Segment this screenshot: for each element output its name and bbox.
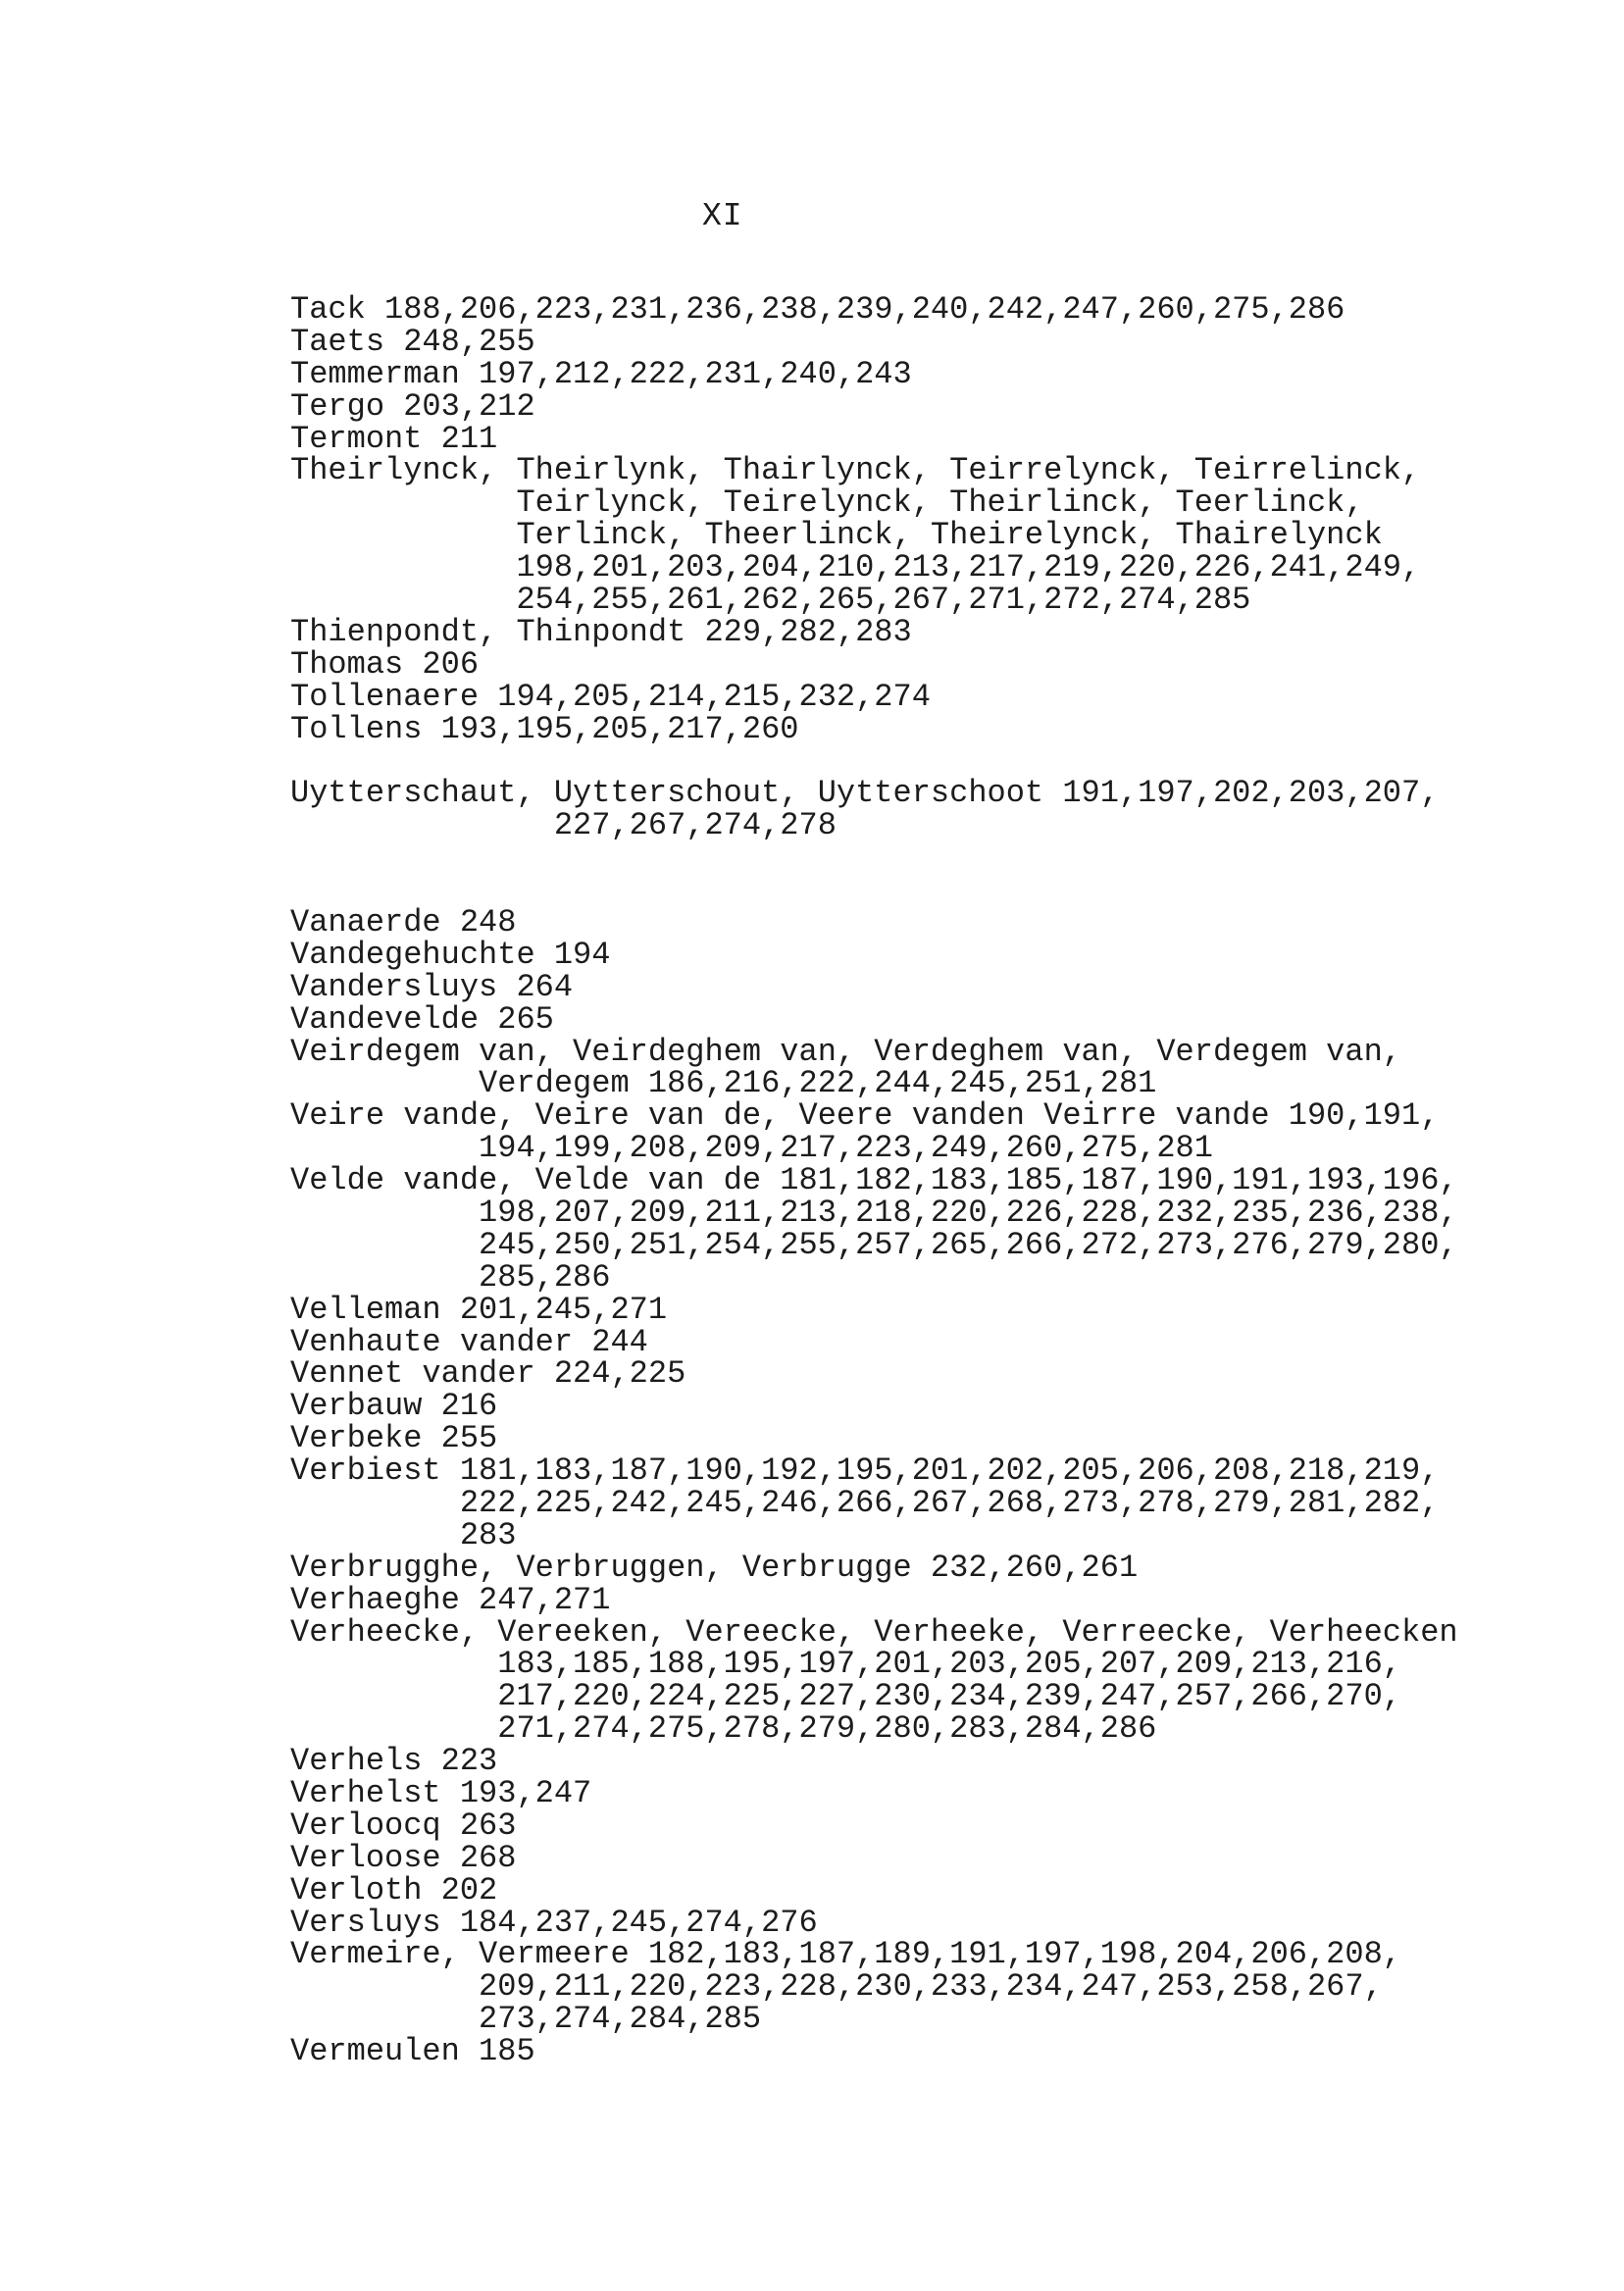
entry-line: Vanaerde 248 — [290, 903, 517, 941]
entry-line: Verbrugghe, Verbruggen, Verbrugge 232,260,261 — [290, 1549, 1139, 1586]
index-entry — [290, 1000, 1546, 1038]
index-entry — [290, 903, 1546, 941]
index-entry — [290, 775, 1546, 844]
index-entry — [290, 1549, 1546, 1586]
entry-line: Veire vande, Veire van de, Veere vanden Veirre vande 190,191, — [290, 1097, 1440, 1135]
entry-line: Vandersluys 264 — [290, 968, 574, 1005]
index-entry — [290, 1420, 1546, 1457]
entry-line: Uytterschaut, Uytterschout, Uytterschoot 191,197,202,203,207, — [290, 775, 1440, 812]
entry-line: Verloose 268 — [290, 1839, 517, 1876]
index-entry — [290, 355, 1546, 392]
entry-line: Verloth 202 — [290, 1871, 498, 1909]
index-entry — [290, 678, 1546, 715]
entry-line: Temmerman 197,212,222,231,240,243 — [290, 355, 912, 392]
entry-continuation-line: 183,185,188,195,197,201,203,205,207,209,213,216, — [290, 1646, 1401, 1683]
entry-line: Vermeulen 185 — [290, 2033, 535, 2070]
index-entry — [290, 936, 1546, 973]
entry-line: Velde vande, Velde van de 181,182,183,185,187,190,191,193,196, — [290, 1162, 1458, 1199]
entry-line: Termont 211 — [290, 420, 498, 457]
entry-line: Venhaute vander 244 — [290, 1323, 648, 1360]
index-entry — [290, 1613, 1546, 1748]
entry-continuation-line: 273,274,284,285 — [290, 2001, 762, 2038]
index-entry — [290, 1904, 1546, 1941]
index-entry — [290, 452, 1546, 619]
entry-line: Tergo 203,212 — [290, 387, 535, 425]
section-gap — [290, 842, 1546, 907]
index-entry — [290, 710, 1546, 747]
index-entry — [290, 420, 1546, 457]
entry-continuation-line: 271,274,275,278,279,280,283,284,286 — [290, 1710, 1157, 1748]
entry-continuation-line: 283 — [290, 1516, 517, 1553]
entry-continuation-line: 198,207,209,211,213,218,220,226,228,232,235,236,238, — [290, 1194, 1458, 1231]
entry-continuation-line: 285,286 — [290, 1258, 611, 1296]
index-entry — [290, 1388, 1546, 1425]
index-entry — [290, 1743, 1546, 1780]
entry-continuation-line: 217,220,224,225,227,230,234,239,247,257,266,270, — [290, 1678, 1401, 1715]
entry-line: Tollenaere 194,205,214,215,232,274 — [290, 678, 931, 715]
entry-continuation-line: 222,225,242,245,246,266,267,268,273,278,279,281,282, — [290, 1484, 1440, 1521]
index-entry — [290, 1936, 1546, 2038]
entry-continuation-line: Verdegem 186,216,222,244,245,251,281 — [290, 1065, 1157, 1102]
page-number: XI — [702, 198, 743, 234]
index-entry — [290, 1871, 1546, 1909]
index-entry — [290, 1452, 1546, 1553]
section-gap — [290, 745, 1546, 778]
entry-line: Verbeke 255 — [290, 1420, 498, 1457]
entry-continuation-line: 227,267,274,278 — [290, 807, 837, 844]
entry-line: Tollens 193,195,205,217,260 — [290, 710, 799, 747]
entry-line: Veirdegem van, Veirdeghem van, Verdeghem van, Verdegem van, — [290, 1033, 1401, 1070]
entry-line: Velleman 201,245,271 — [290, 1291, 668, 1328]
entry-line: Verbauw 216 — [290, 1388, 498, 1425]
entry-continuation-line: Terlinck, Theerlinck, Theirelynck, Thairelynck — [290, 517, 1383, 554]
index-entry — [290, 1033, 1546, 1102]
entry-line: Vennet vander 224,225 — [290, 1355, 686, 1393]
entry-line: Vandegehuchte 194 — [290, 936, 611, 973]
entry-line: Vermeire, Vermeere 182,183,187,189,191,197,198,204,206,208, — [290, 1936, 1401, 1973]
entry-line: Verheecke, Vereeken, Vereecke, Verheeke, Verreecke, Verheecken — [290, 1613, 1458, 1651]
index-entry — [290, 387, 1546, 425]
index-entry — [290, 1355, 1546, 1393]
entry-continuation-line: 194,199,208,209,217,223,249,260,275,281 — [290, 1130, 1213, 1167]
entry-continuation-line: 254,255,261,262,265,267,271,272,274,285 — [290, 582, 1251, 619]
entry-line: Verloocq 263 — [290, 1807, 517, 1844]
index-entry — [290, 1162, 1546, 1296]
index-entry — [290, 645, 1546, 683]
index-entry — [290, 1774, 1546, 1811]
entry-line: Vandevelde 265 — [290, 1000, 554, 1038]
entry-line: Thienpondt, Thinpondt 229,282,283 — [290, 613, 912, 650]
entry-line: Verhels 223 — [290, 1743, 498, 1780]
index-entry — [290, 1097, 1546, 1167]
index-entry — [290, 1323, 1546, 1360]
entry-continuation-line: 198,201,203,204,210,213,217,219,220,226,241,249, — [290, 549, 1421, 586]
index-entry — [290, 323, 1546, 360]
entry-continuation-line: 245,250,251,254,255,257,265,266,272,273,276,279,280, — [290, 1226, 1458, 1263]
index-entry — [290, 1291, 1546, 1328]
entry-line: Verhelst 193,247 — [290, 1774, 592, 1811]
entry-line: Verbiest 181,183,187,190,192,195,201,202,205,206,208,218,219, — [290, 1452, 1440, 1490]
entry-line: Verhaeghe 247,271 — [290, 1581, 611, 1618]
entry-line: Versluys 184,237,245,274,276 — [290, 1904, 818, 1941]
name-index — [290, 291, 1546, 2070]
entry-line: Tack 188,206,223,231,236,238,239,240,242,247,260,275,286 — [290, 291, 1345, 328]
entry-line: Thomas 206 — [290, 645, 480, 683]
entry-line: Taets 248,255 — [290, 323, 535, 360]
index-entry — [290, 613, 1546, 650]
index-entry — [290, 1807, 1546, 1844]
entry-continuation-line: 209,211,220,223,228,230,233,234,247,253,258,267, — [290, 1968, 1383, 2006]
index-entry — [290, 1839, 1546, 1876]
entry-continuation-line: Teirlynck, Teirelynck, Theirlinck, Teerlinck, — [290, 484, 1364, 522]
entry-line: Theirlynck, Theirlynk, Thairlynck, Teirrelynck, Teirrelinck, — [290, 452, 1421, 489]
index-entry — [290, 2033, 1546, 2070]
index-entry — [290, 968, 1546, 1005]
index-entry — [290, 291, 1546, 328]
index-entry — [290, 1581, 1546, 1618]
